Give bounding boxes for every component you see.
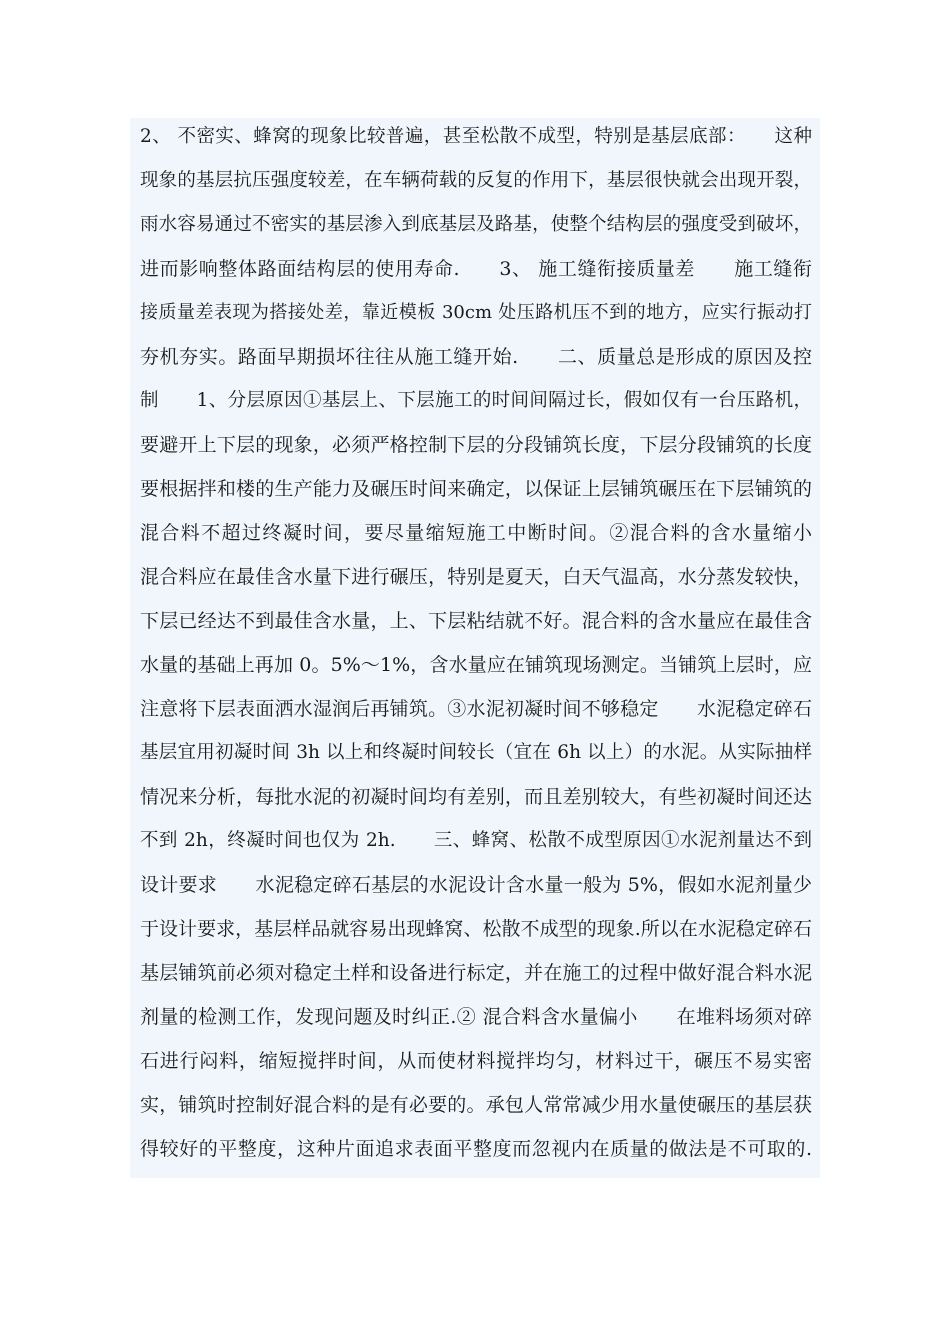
text-line-10: 混合料不超过终凝时间，要尽量缩短施工中断时间。②混合料的含水量缩小 (140, 522, 812, 544)
text-line-12: 下层已经达不到最佳含水量，上、下层粘结就不好。混合料的含水量应在最佳含 (140, 610, 812, 632)
text-line-21: 剂量的检测工作，发现问题及时纠正.② 混合料含水量偏小 在堆料场须对碎 (140, 1006, 812, 1028)
text-line-15: 基层宜用初凝时间 3h 以上和终凝时间较长（宜在 6h 以上）的水泥。从实际抽样 (140, 742, 812, 763)
text-line-9: 要根据拌和楼的生产能力及碾压时间来确定，以保证上层铺筑碾压在下层铺筑的 (140, 478, 812, 500)
text-line-11: 混合料应在最佳含水量下进行碾压，特别是夏天，白天气温高，水分蒸发较快， (140, 566, 812, 588)
text-line-18: 设计要求 水泥稳定碎石基层的水泥设计含水量一般为 5%，假如水泥剂量少 (140, 874, 812, 896)
text-line-24: 得较好的平整度，这种片面追求表面平整度而忽视内在质量的做法是不可取的. (140, 1138, 812, 1160)
document-text-block (130, 118, 820, 1178)
text-line-3: 雨水容易通过不密实的基层渗入到底基层及路基，使整个结构层的强度受到破坏， (140, 214, 812, 235)
text-line-8: 要避开上下层的现象，必须严格控制下层的分段铺筑长度，下层分段铺筑的长度 (140, 434, 812, 456)
text-line-20: 基层铺筑前必须对稳定土样和设备进行标定，并在施工的过程中做好混合料水泥 (140, 962, 812, 984)
text-line-5: 接质量差表现为搭接处差，靠近模板 30cm 处压路机压不到的地方，应实行振动打 (140, 302, 812, 323)
text-line-14: 注意将下层表面洒水湿润后再铺筑。③水泥初凝时间不够稳定 水泥稳定碎石 (140, 698, 812, 720)
text-line-2: 现象的基层抗压强度较差，在车辆荷载的反复的作用下，基层很快就会出现开裂， (140, 170, 812, 191)
text-line-4: 进而影响整体路面结构层的使用寿命. 3、 施工缝衔接质量差 施工缝衔 (140, 258, 812, 280)
text-line-6: 夯机夯实。路面早期损坏往往从施工缝开始. 二、质量总是形成的原因及控 (140, 346, 812, 368)
text-line-7: 制 1、分层原因①基层上、下层施工的时间间隔过长，假如仅有一台压路机， (140, 390, 812, 411)
text-line-13: 水量的基础上再加 0。5%～1%，含水量应在铺筑现场测定。当铺筑上层时，应 (140, 654, 812, 676)
text-line-19: 于设计要求，基层样品就容易出现蜂窝、松散不成型的现象.所以在水泥稳定碎石 (140, 918, 812, 940)
text-line-1: 2、 不密实、蜂窝的现象比较普遍，甚至松散不成型，特别是基层底部： 这种 (140, 126, 812, 147)
text-line-17: 不到 2h，终凝时间也仅为 2h. 三、蜂窝、松散不成型原因①水泥剂量达不到 (140, 830, 812, 851)
text-line-22: 石进行闷料，缩短搅拌时间，从而使材料搅拌均匀，材料过干，碾压不易实密 (140, 1050, 812, 1072)
text-line-23: 实，铺筑时控制好混合料的是有必要的。承包人常常减少用水量使碾压的基层获 (140, 1094, 812, 1116)
text-line-16: 情况来分析，每批水泥的初凝时间均有差别，而且差别较大，有些初凝时间还达 (140, 786, 812, 808)
